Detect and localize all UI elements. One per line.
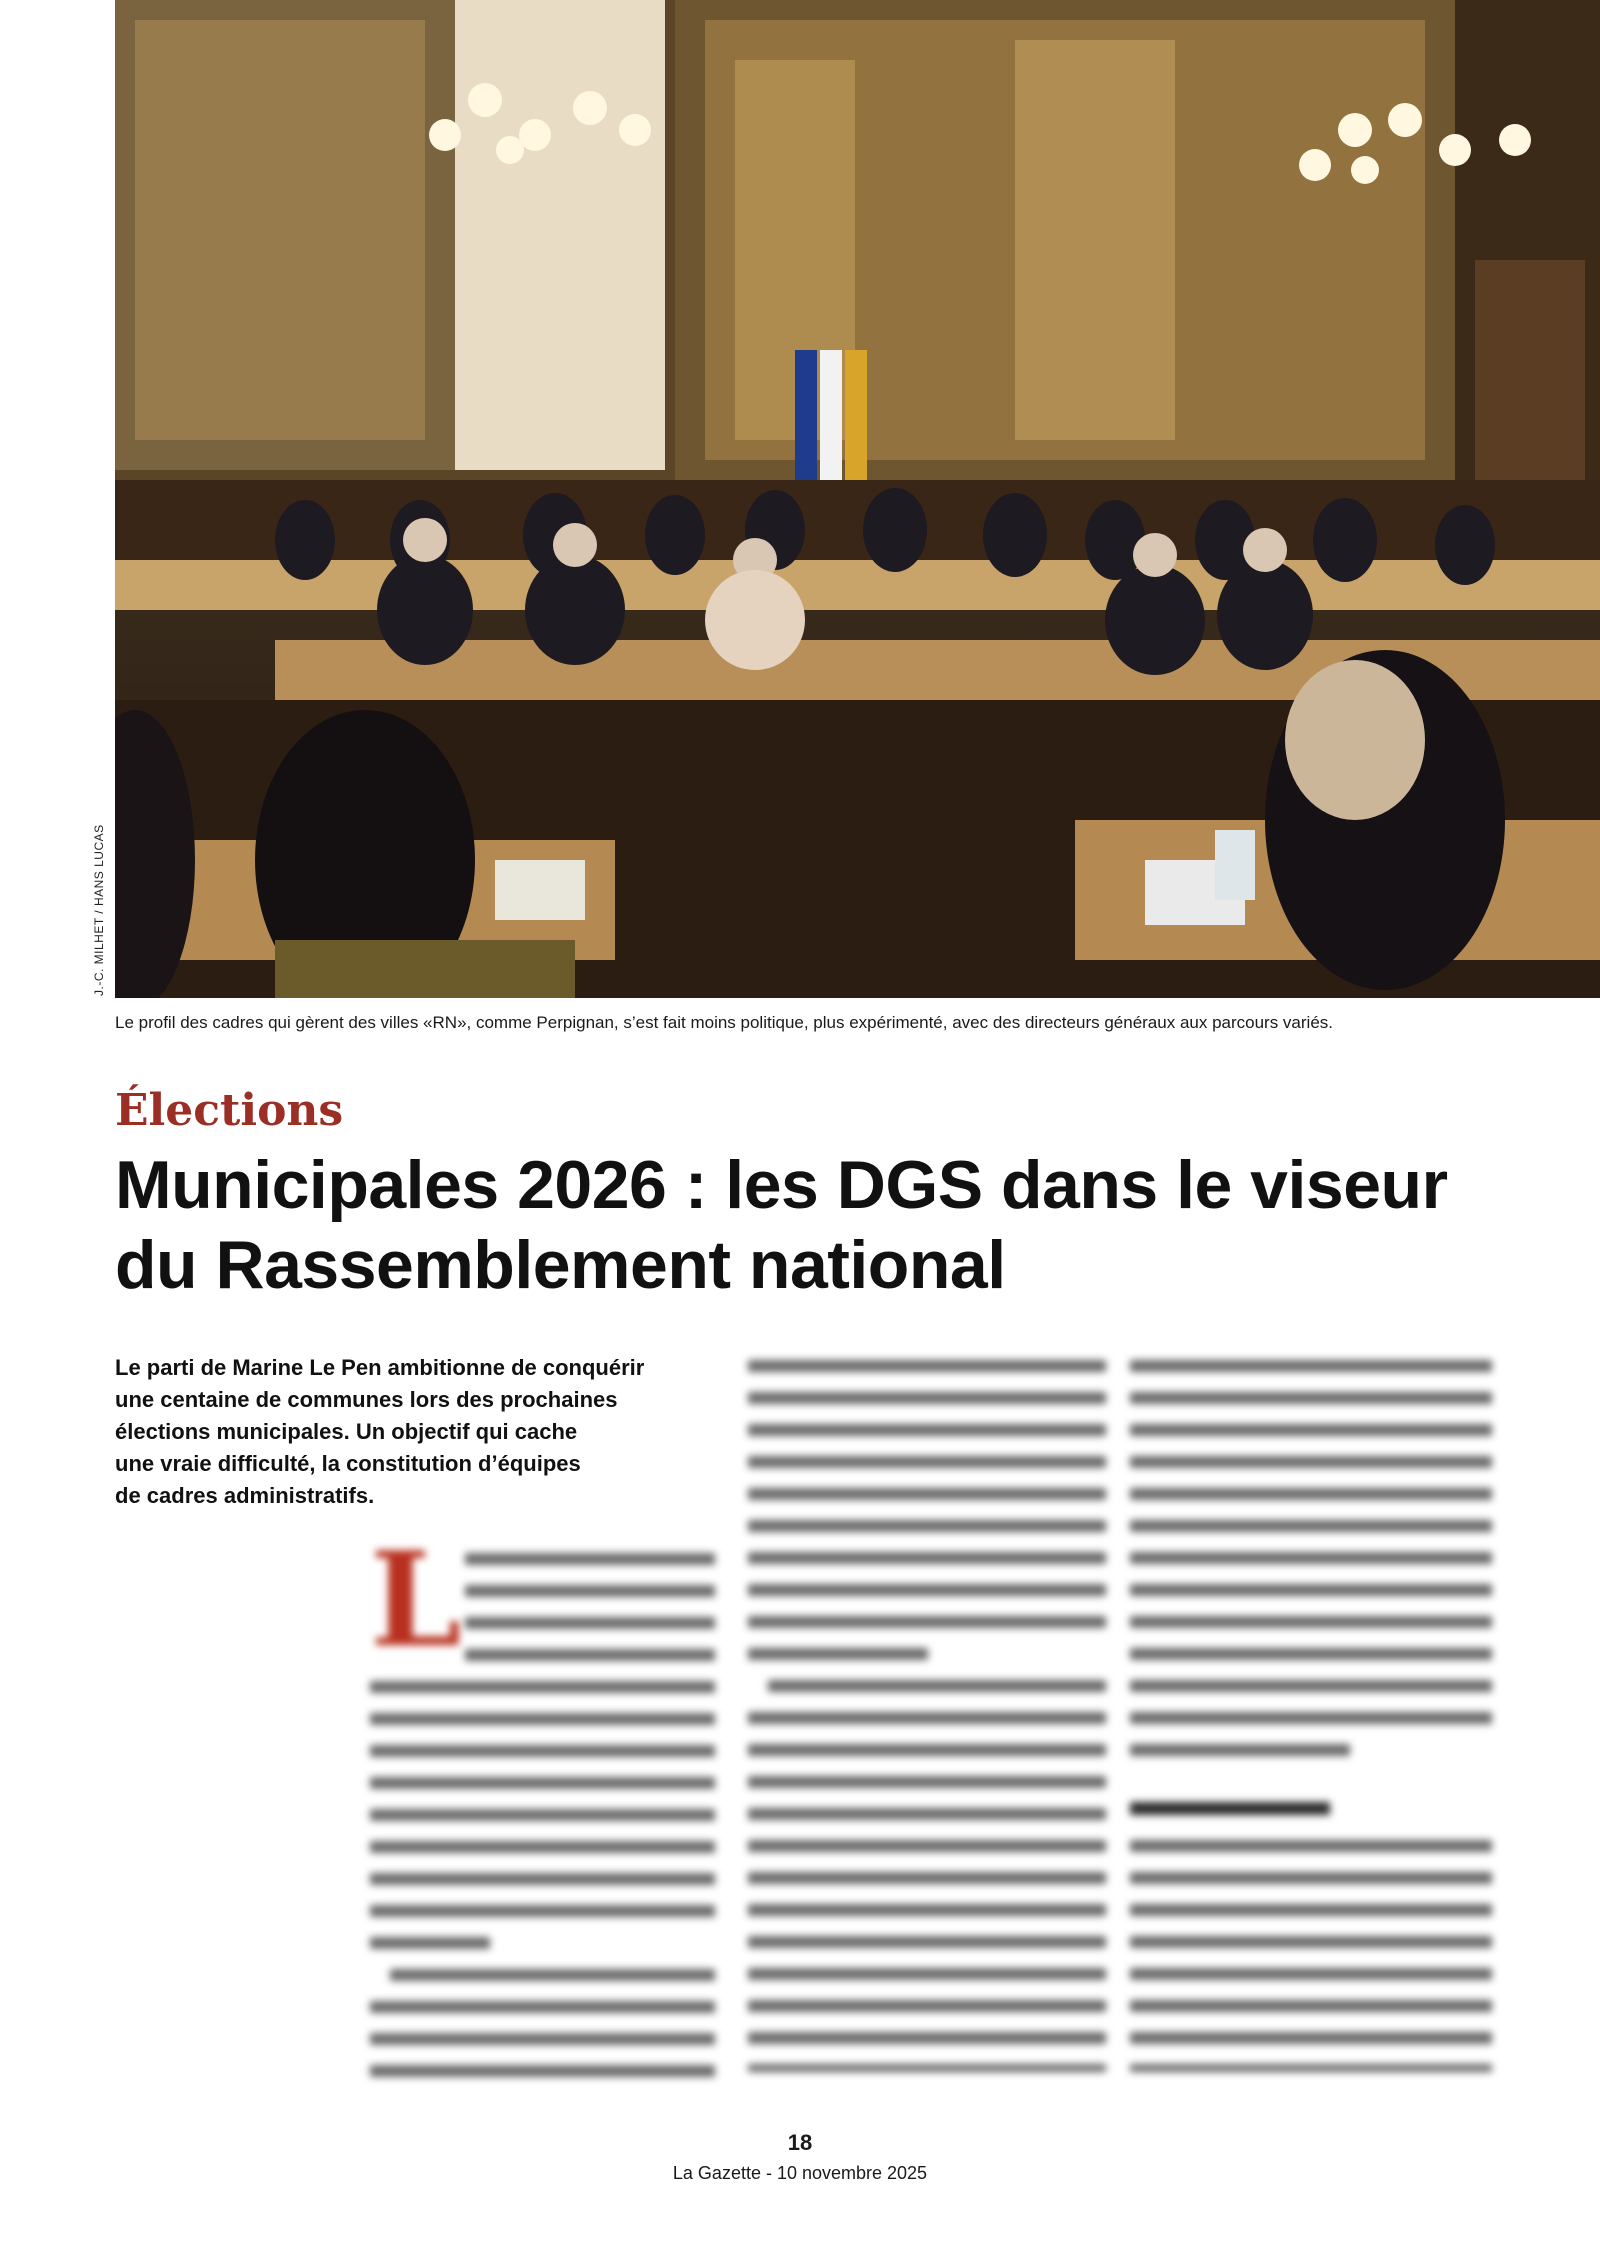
section-kicker: Élections xyxy=(115,1085,344,1136)
article-photo xyxy=(115,0,1600,998)
lead-line-5: de cadres administratifs. xyxy=(115,1483,375,1508)
council-chamber-illustration xyxy=(115,0,1600,998)
body-column-3-blurred xyxy=(1130,1352,1492,2072)
body-column-1-blurred xyxy=(370,1545,715,2085)
page-number: 18 xyxy=(787,2130,813,2155)
lead-line-4: une vraie difficulté, la constitution d’équipes xyxy=(115,1451,581,1476)
lead-line-1: Le parti de Marine Le Pen ambitionne de conquérir xyxy=(115,1355,645,1380)
article-headline xyxy=(115,1145,1495,1305)
body-column-2-blurred xyxy=(748,1352,1106,2072)
photo-caption: Le profil des cadres qui gèrent des villes «RN», comme Perpignan, s’est fait moins politique, plus expérimenté, avec des directeurs généraux aux parcours variés. xyxy=(115,1013,1334,1032)
lead-line-3: élections municipales. Un objectif qui cache xyxy=(115,1419,578,1444)
photo-credit: J.-C. MILHET / HANS LUCAS xyxy=(92,824,106,996)
lead-line-2: une centaine de communes lors des prochaines xyxy=(115,1387,618,1412)
drop-cap: L xyxy=(370,1523,462,1676)
publication-line: La Gazette - 10 novembre 2025 xyxy=(672,2163,928,2183)
article-lead xyxy=(115,1352,705,1512)
headline-line-1: Municipales 2026 : les DGS dans le viseur xyxy=(115,1147,1448,1223)
headline-line-2: du Rassemblement national xyxy=(115,1227,1006,1303)
